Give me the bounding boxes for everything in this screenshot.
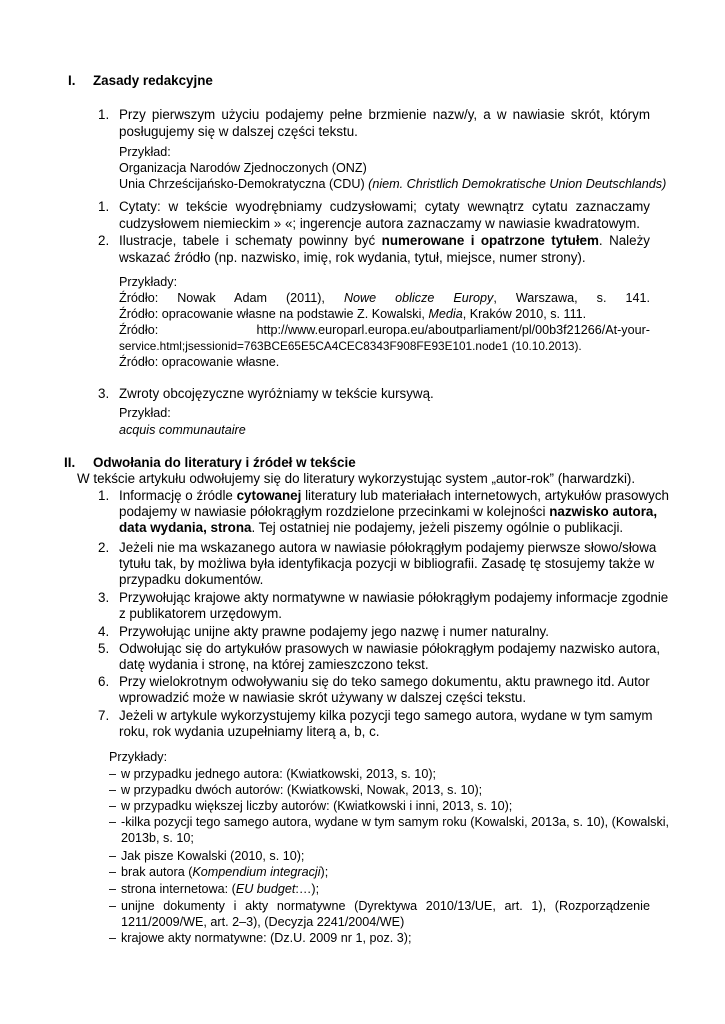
example-line: service.html;jsessionid=763BCE65E5CA4CEC8343F908FE93E101.node1 (10.10.2013). (119, 339, 582, 353)
example-line: Unia Chrześcijańsko-Demokratyczna (CDU) (niem. Christlich Demokratische Union Deutschlands) (119, 177, 667, 191)
example-dash-item: – w przypadku jednego autora: (Kwiatkowski, 2013, s. 10); (109, 767, 437, 781)
section-1-number: I. (68, 73, 76, 88)
section-2-heading: Odwołania do literatury i źródeł w tekście (93, 455, 356, 470)
list-item-text: wprowadzić może w nawiasie skrót używany w dalszej części tekstu. (119, 690, 527, 705)
example-dash-item: – -kilka pozycji tego samego autora, wydane w tym samym roku (Kowalski, 2013a, s. 10), (Kowalski, (109, 815, 670, 829)
list-item-text: wskazać źródło (np. nazwisko, imię, rok wydania, tytuł, miejsce, numer strony). (119, 250, 586, 265)
section-1-heading: Zasady redakcyjne (93, 73, 213, 88)
list-number: 3. (98, 386, 110, 401)
list-number: 7. (98, 708, 110, 723)
example-dash-item: – brak autora (Kompendium integracji); (109, 865, 329, 879)
example-label: Przykład: (119, 145, 171, 159)
example-dash-item: – w przypadku większej liczby autorów: (Kwiatkowski i inni, 2013, s. 10); (109, 799, 513, 813)
list-item-text: Ilustracje, tabele i schematy powinny być numerowane i opatrzone tytułem. Należy (119, 233, 650, 248)
section-2-number: II. (64, 455, 76, 470)
list-number: 6. (98, 674, 110, 689)
list-item-text: cudzysłowem niemieckim » «; ingerencje autora zaznaczamy w nawiasie kwadratowym. (119, 216, 640, 231)
example-dash-item-cont: 2013b, s. 10; (121, 831, 194, 845)
list-item-text: podajemy w nawiasie półokrągłym rozdzielone przecinkami w kolejności nazwisko autora, (119, 504, 658, 519)
list-item-text: z publikatorem urzędowym. (119, 606, 282, 621)
example-label: Przykłady: (119, 275, 178, 289)
example-line: Źródło: http://www.europarl.europa.eu/aboutparliament/pl/00b3f21266/At-your- (119, 323, 650, 337)
example-dash-item-cont: 1211/2009/WE, art. 2–3), (Decyzja 2241/2004/WE) (121, 915, 405, 929)
example-label: Przykład: (119, 406, 171, 420)
list-number: 1. (98, 199, 110, 214)
list-number: 1. (98, 488, 110, 503)
paragraph: W tekście artykułu odwołujemy się do literatury wykorzystując system „autor-rok” (harwardzki). (77, 471, 636, 486)
example-dash-item: – strona internetowa: (EU budget:…); (109, 882, 320, 896)
list-item-text: Jeżeli nie ma wskazanego autora w nawiasie półokrągłym podajemy pierwsze słowo/słowa (119, 540, 657, 555)
list-number: 3. (98, 590, 110, 605)
example-dash-item: – krajowe akty normatywne: (Dz.U. 2009 nr 1, poz. 3); (109, 931, 412, 945)
list-item-text: Przy wielokrotnym odwoływaniu się do teko samego dokumentu, aktu prawnego itd. Autor (119, 674, 650, 689)
list-item-text: Cytaty: w tekście wyodrębniamy cudzysłowami; cytaty wewnątrz cytatu zaznaczamy (119, 199, 650, 214)
list-item-text: Odwołując się do artykułów prasowych w nawiasie półokrągłym podajemy nazwisko autora, (119, 641, 661, 656)
list-item-text: datę wydania i stronę, na której zamieszczono tekst. (119, 657, 429, 672)
list-item-text: Przywołując krajowe akty normatywne w nawiasie półokrągłym podajemy informacje zgodnie (119, 590, 669, 605)
example-line: acquis communautaire (119, 423, 246, 437)
list-item-text: Przywołując unijne akty prawne podajemy jego nazwę i numer naturalny. (119, 624, 549, 639)
list-item-text: Informację o źródle cytowanej literatury lub materiałach internetowych, artykułów prasowych (119, 488, 669, 503)
example-line: Źródło: opracowanie własne. (119, 355, 280, 369)
example-line: Źródło: Nowak Adam (2011), Nowe oblicze Europy, Warszawa, s. 141. (119, 291, 650, 305)
list-number: 4. (98, 624, 110, 639)
list-item-text: roku, rok wydania uzupełniamy literą a, b, c. (119, 724, 380, 739)
list-item-text: przypadku dokumentów. (119, 572, 264, 587)
list-item-text: tytułu tak, by możliwa była identyfikacja pozycji w bibliografii. Zasadę tę stosujemy także w (119, 556, 655, 571)
list-number: 2. (98, 233, 110, 248)
example-line: Organizacja Narodów Zjednoczonych (ONZ) (119, 161, 367, 175)
list-item-text: Przy pierwszym użyciu podajemy pełne brzmienie nazw/y, a w nawiasie skrót, którym (119, 107, 650, 122)
list-number: 2. (98, 540, 110, 555)
example-dash-item: – unijne dokumenty i akty normatywne (Dyrektywa 2010/13/UE, art. 1), (Rozporządzenie (109, 899, 650, 913)
example-label: Przykłady: (109, 750, 168, 764)
list-item-text: Zwroty obcojęzyczne wyróżniamy w tekście kursywą. (119, 386, 434, 401)
example-line: Źródło: opracowanie własne na podstawie Z. Kowalski, Media, Kraków 2010, s. 111. (119, 307, 587, 321)
list-number: 5. (98, 641, 110, 656)
list-item-text: posługujemy się w dalszej części tekstu. (119, 124, 358, 139)
example-dash-item: – Jak pisze Kowalski (2010, s. 10); (109, 849, 305, 863)
list-item-text: Jeżeli w artykule wykorzystujemy kilka pozycji tego samego autora, wydane w tym samym (119, 708, 653, 723)
list-number: 1. (98, 107, 110, 122)
list-item-text: data wydania, strona. Tej ostatniej nie podajemy, jeżeli piszemy ogólnie o publikacji. (119, 520, 624, 535)
example-dash-item: – w przypadku dwóch autorów: (Kwiatkowski, Nowak, 2013, s. 10); (109, 783, 483, 797)
